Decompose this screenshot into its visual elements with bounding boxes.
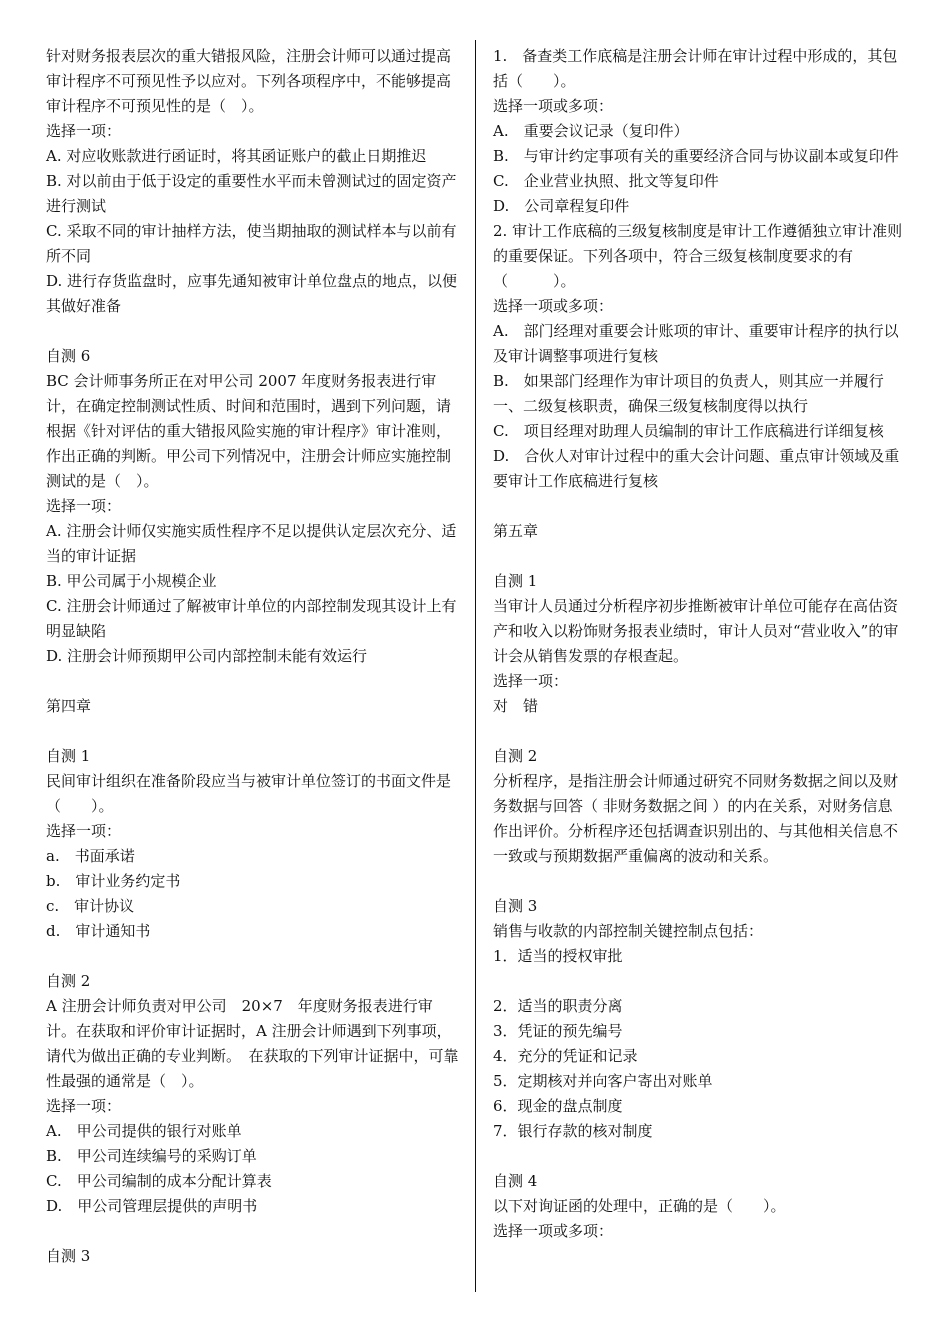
question-prompt: 选择一项或多项： (493, 1222, 614, 1240)
option-b: B. 甲公司属于小规模企业 (46, 572, 217, 590)
option-a: A. 甲公司提供的银行对账单 (46, 1122, 242, 1140)
self-test-title: 自测 1 (46, 747, 91, 765)
question-continued (46, 44, 460, 319)
question-stem: A 注册会计师负责对甲公司 20×7 年度财务报表进行审计。在获取和评价审计证据时，A 注册会计师遇到下列事项，请代为做出正确的专业判断。 在获取的下列审计证据中，可靠性最强的通常是（ ）。 (46, 997, 459, 1090)
chapter5-self-test-3 (493, 894, 907, 1144)
question-prompt: 选择一项： (493, 672, 569, 690)
option-c: C. 甲公司编制的成本分配计算表 (46, 1172, 272, 1190)
option-a: a. 书面承诺 (46, 847, 135, 865)
self-test-title: 自测 1 (493, 572, 538, 590)
question-stem: BC 会计师事务所正在对甲公司 2007 年度财务报表进行审计，在确定控制测试性质、时间和范围时，遇到下列问题，请根据《针对评估的重大错报风险实施的审计程序》审计准则，作出正确的判断。甲公司下列情况中，注册会计师应实施控制测试的是（ ）。 (46, 372, 452, 490)
option-a: A. 对应收账款进行函证时，将其函证账户的截止日期推迟 (46, 147, 427, 165)
question-stem: 当审计人员通过分析程序初步推断被审计单位可能存在高估资产和收入以粉饰财务报表业绩时，审计人员对“营业收入”的审计会从销售发票的存根查起。 (493, 597, 899, 665)
right-column (493, 44, 907, 1244)
option-c: C. 项目经理对助理人员编制的审计工作底稿进行详细复核 (493, 422, 884, 440)
left-column (46, 44, 460, 1269)
question-stem: 民间审计组织在准备阶段应当与被审计单位签订的书面文件是（ ）。 (46, 772, 452, 815)
chapter5-self-test-4 (493, 1169, 907, 1244)
question-stem: 针对财务报表层次的重大错报风险，注册会计师可以通过提高审计程序不可预见性予以应对。下列各项程序中，不能够提高审计程序不可预见性的是（ ）。 (46, 47, 452, 115)
chapter4-self-test-2 (46, 969, 460, 1219)
list-item: 1．适当的授权审批 (493, 947, 623, 965)
option-c: C. 采取不同的审计抽样方法，使当期抽取的测试样本与以前有所不同 (46, 222, 457, 265)
question-prompt: 选择一项： (46, 1097, 122, 1115)
chapter5-self-test-1 (493, 569, 907, 719)
option-b: B. 如果部门经理作为审计项目的负责人，则其应一并履行一、二级复核职责，确保三级复核制度得以执行 (493, 372, 884, 415)
question-prompt: 选择一项： (46, 497, 122, 515)
option-a: A. 注册会计师仅实施实质性程序不足以提供认定层次充分、适当的审计证据 (46, 522, 457, 565)
question-stem: 1. 备查类工作底稿是注册会计师在审计过程中形成的，其包括（ ）。 (493, 47, 898, 90)
option-c: C. 企业营业执照、批文等复印件 (493, 172, 719, 190)
option-b: b. 审计业务约定书 (46, 872, 181, 890)
question-stem: 销售与收款的内部控制关键控制点包括： (493, 922, 764, 940)
list-item: 2．适当的职责分离 (493, 997, 623, 1015)
list-item: 7．银行存款的核对制度 (493, 1122, 653, 1140)
self-test-title: 自测 3 (493, 897, 538, 915)
list-item: 5．定期核对并向客户寄出对账单 (493, 1072, 713, 1090)
option-d: D. 甲公司管理层提供的声明书 (46, 1197, 258, 1215)
self-test-6 (46, 344, 460, 669)
question-prompt: 选择一项： (46, 122, 122, 140)
option-d: D. 公司章程复印件 (493, 197, 630, 215)
question-stem: 分析程序，是指注册会计师通过研究不同财务数据之间以及财务数据与回答（ 非财务数据之间 ）的内在关系，对财务信息作出评价。分析程序还包括调查识别出的、与其他相关信息不一致或与预期数据严重偏离的波动和关系。 (493, 772, 899, 865)
option-a: A. 重要会议记录（复印件） (493, 122, 689, 140)
self-test-title: 自测 2 (493, 747, 538, 765)
self-test-title: 自测 4 (493, 1172, 538, 1190)
option-d: D. 进行存货监盘时，应事先通知被审计单位盘点的地点，以便其做好准备 (46, 272, 458, 315)
option-b: B. 与审计约定事项有关的重要经济合同与协议副本或复印件 (493, 147, 899, 165)
option-d: d. 审计通知书 (46, 922, 151, 940)
option-b: B. 对以前由于低于设定的重要性水平而未曾测试过的固定资产进行测试 (46, 172, 457, 215)
question-prompt: 选择一项或多项： (493, 97, 614, 115)
question-2 (493, 219, 907, 494)
self-test-title: 自测 6 (46, 347, 91, 365)
option-c: C. 注册会计师通过了解被审计单位的内部控制发现其设计上有明显缺陷 (46, 597, 457, 640)
option-b: B. 甲公司连续编号的采购订单 (46, 1147, 257, 1165)
question-1 (493, 44, 907, 219)
question-prompt: 选择一项： (46, 822, 122, 840)
true-false-answers: 对 错 (493, 697, 539, 715)
question-prompt: 选择一项或多项： (493, 297, 614, 315)
self-test-title: 自测 3 (46, 1247, 91, 1265)
list-item: 3．凭证的预先编号 (493, 1022, 623, 1040)
chapter4-self-test-1 (46, 744, 460, 944)
option-d: D. 注册会计师预期甲公司内部控制未能有效运行 (46, 647, 368, 665)
option-d: D. 合伙人对审计过程中的重大会计问题、重点审计领域及重要审计工作底稿进行复核 (493, 447, 900, 490)
option-c: c. 审计协议 (46, 897, 135, 915)
chapter-heading: 第四章 (46, 697, 92, 715)
question-stem: 以下对询证函的处理中，正确的是（ ）。 (493, 1197, 786, 1215)
list-item: 4．充分的凭证和记录 (493, 1047, 638, 1065)
option-a: A. 部门经理对重要会计账项的审计、重要审计程序的执行以及审计调整事项进行复核 (493, 322, 899, 365)
self-test-title: 自测 2 (46, 972, 91, 990)
question-stem: 2. 审计工作底稿的三级复核制度是审计工作遵循独立审计准则的重要保证。下列各项中，符合三级复核制度要求的有（ ）。 (493, 222, 903, 290)
column-divider (475, 40, 476, 1292)
chapter-heading: 第五章 (493, 522, 539, 540)
list-item: 6．现金的盘点制度 (493, 1097, 623, 1115)
chapter5-self-test-2 (493, 744, 907, 869)
